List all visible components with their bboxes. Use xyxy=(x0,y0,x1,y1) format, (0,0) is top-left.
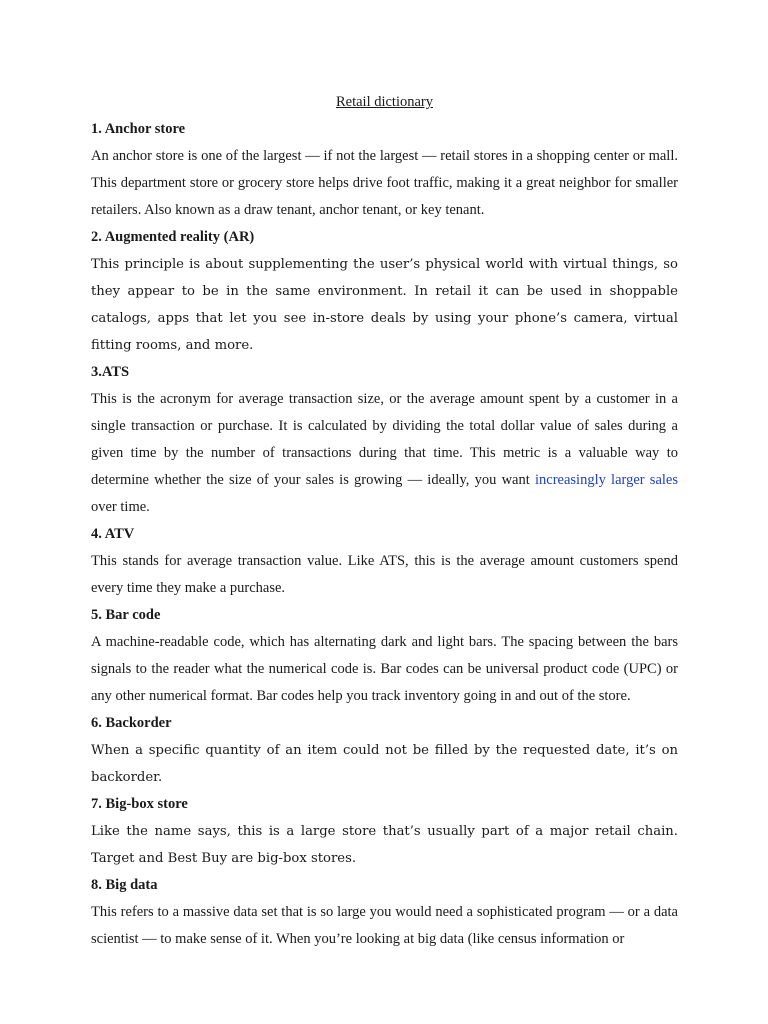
entry-body-text: This is the acronym for average transaction size, or the average amount spent by a customer in a single transaction or purchase. It is calculated by dividing the total dollar value of sales during a given time by the number of transactions during that time. This metric is a valuable way to determine whether the size of your sales is growing — ideally, you want xyxy=(91,391,678,488)
document-page xyxy=(91,90,678,953)
entry-bar-code xyxy=(91,602,678,710)
entry-backorder xyxy=(91,710,678,791)
entry-heading: 8. Big data xyxy=(91,877,158,893)
entry-body xyxy=(91,386,678,521)
entry-body: Like the name says, this is a large store that’s usually part of a major retail chain. Target and Best Buy are big-box stores. xyxy=(91,824,678,866)
document-title: Retail dictionary xyxy=(335,94,434,110)
entry-body-text: over time. xyxy=(91,499,150,515)
entry-heading: 1. Anchor store xyxy=(91,121,186,137)
entry-body: An anchor store is one of the largest — if not the largest — retail stores in a shopping center or mall. This department store or grocery store helps drive foot traffic, making it a great neighbor for smaller retailers. Also known as a draw tenant, anchor tenant, or key tenant. xyxy=(91,148,678,218)
entry-body: This stands for average transaction value. Like ATS, this is the average amount customers spend every time they make a purchase. xyxy=(91,553,678,596)
entry-body: This principle is about supplementing the user’s physical world with virtual things, so they appear to be in the same environment. In retail it can be used in shoppable catalogs, apps that let you see in-store deals by using your phone’s camera, virtual fitting rooms, and more. xyxy=(91,257,678,353)
increasingly-larger-sales-link[interactable]: increasingly larger sales xyxy=(534,472,678,488)
entry-augmented-reality xyxy=(91,224,678,359)
entry-heading: 5. Bar code xyxy=(91,607,161,623)
entry-anchor-store xyxy=(91,116,678,224)
entry-ats xyxy=(91,359,678,521)
entry-heading: 6. Backorder xyxy=(91,715,172,731)
entry-body: When a specific quantity of an item could not be filled by the requested date, it’s on backorder. xyxy=(91,743,678,785)
entry-atv xyxy=(91,521,678,602)
entry-heading: 2. Augmented reality (AR) xyxy=(91,229,255,245)
entry-big-data xyxy=(91,872,678,953)
entry-heading: 4. ATV xyxy=(91,526,135,542)
entry-body: A machine-readable code, which has alternating dark and light bars. The spacing between the bars signals to the reader what the numerical code is. Bar codes can be universal product code (UPC) or any other numerical format. Bar codes help you track inventory going in and out of the store. xyxy=(91,634,678,704)
entry-heading: 3.ATS xyxy=(91,364,130,380)
entry-body: This refers to a massive data set that is so large you would need a sophisticated program — or a data scientist — to make sense of it. When you’re looking at big data (like census information or xyxy=(91,904,678,947)
entry-big-box-store xyxy=(91,791,678,872)
entry-heading: 7. Big-box store xyxy=(91,796,188,812)
